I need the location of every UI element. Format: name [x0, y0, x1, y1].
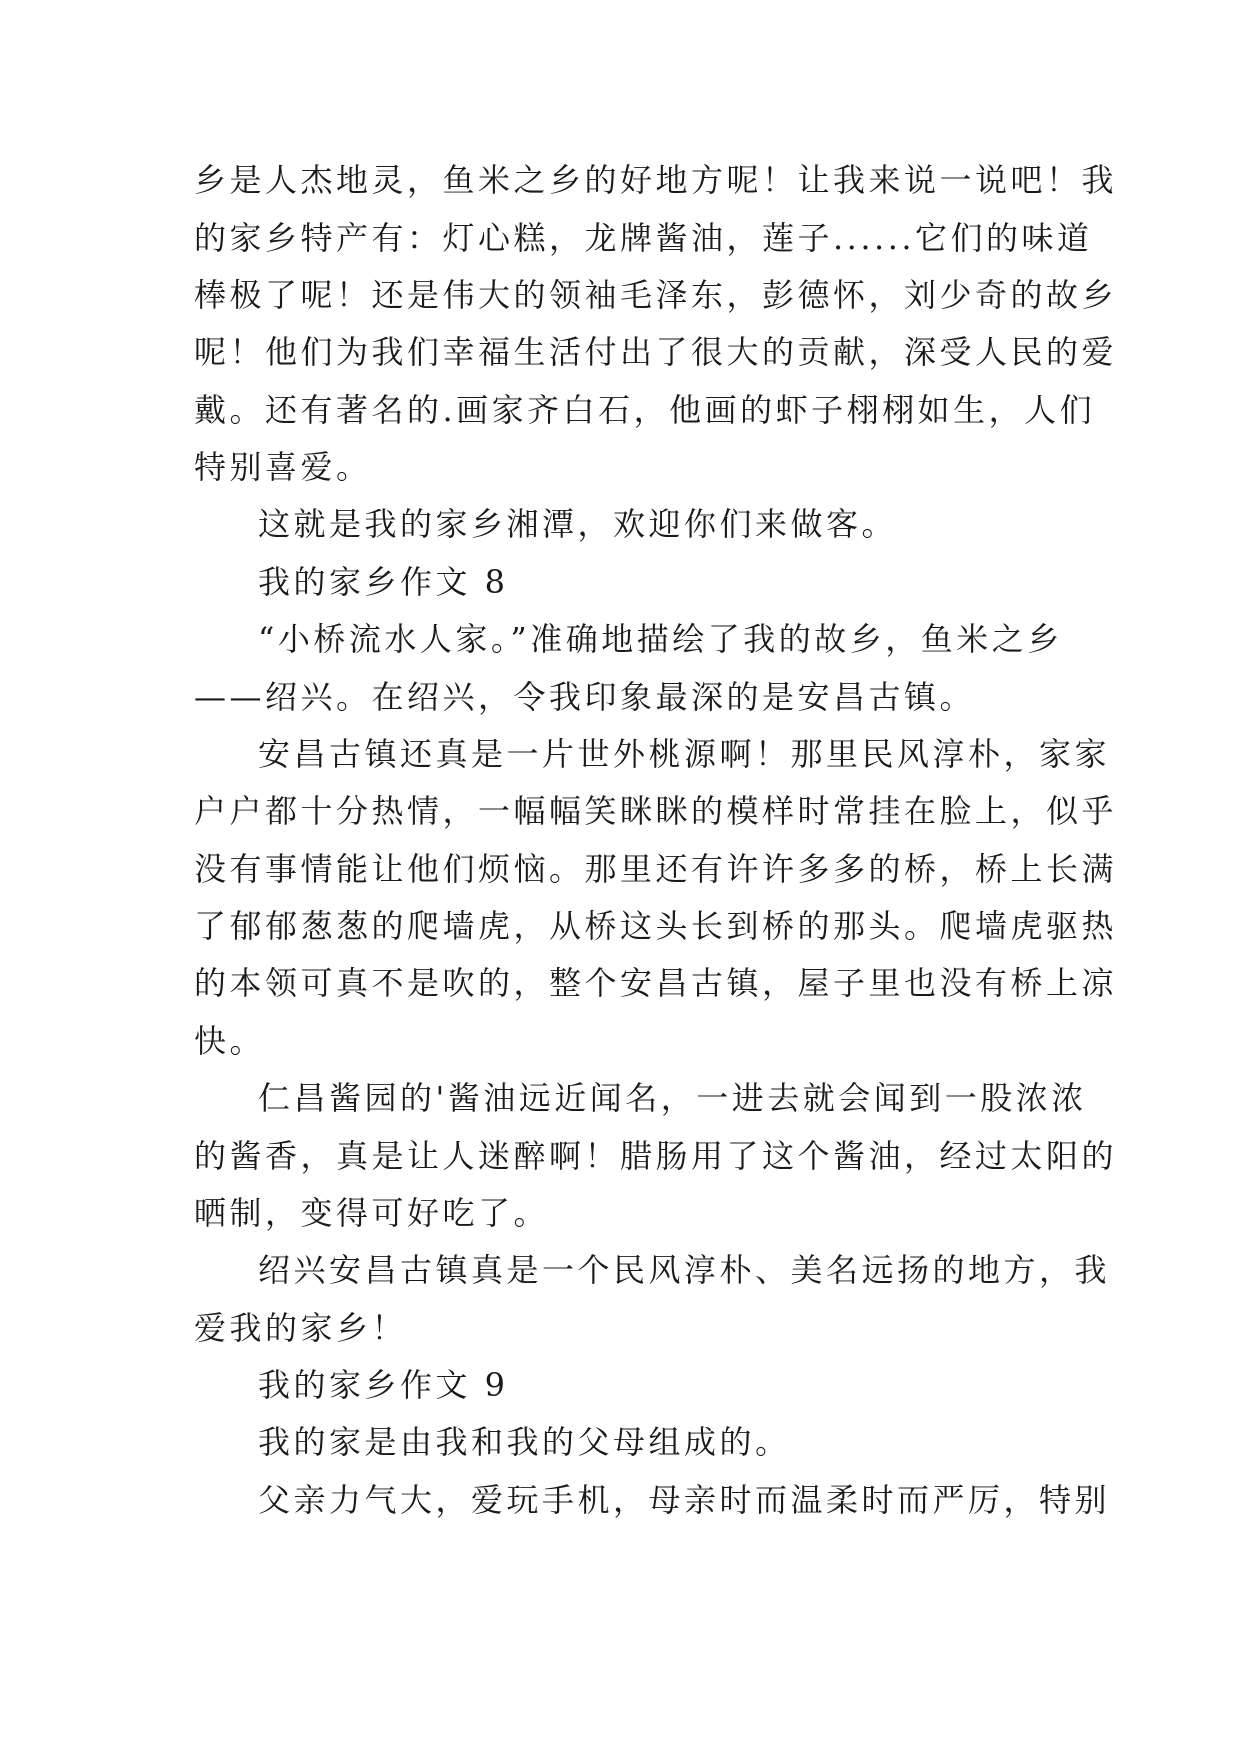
paragraph-line: 安昌古镇还真是一片世外桃源啊！那里民风淳朴，家家 [258, 735, 1111, 773]
paragraph-line: 戴。还有著名的.画家齐白石，他画的虾子栩栩如生，人们 [194, 391, 1096, 429]
paragraph-line: 乡是人杰地灵，鱼米之乡的好地方呢！让我来说一说吧！我 [194, 161, 1118, 199]
paragraph-line: 爱我的家乡！ [194, 1309, 408, 1347]
paragraph-line: 仁昌酱园的'酱油远近闻名，一进去就会闻到一股浓浓 [258, 1079, 1087, 1117]
paragraph-line: 快。 [194, 1022, 266, 1060]
section-heading: 我的家乡作文 9 [258, 1366, 509, 1404]
paragraph-line: 绍兴安昌古镇真是一个民风淳朴、美名远扬的地方，我 [258, 1251, 1111, 1289]
paragraph-line: 户户都十分热情，一幅幅笑眯眯的模样时常挂在脸上，似乎 [194, 792, 1118, 830]
paragraph-line: ——绍兴。在绍兴，令我印象最深的是安昌古镇。 [194, 678, 976, 716]
paragraph-line: “小桥流水人家。”准确地描绘了我的故乡，鱼米之乡 [258, 620, 1063, 658]
paragraph-line: 这就是我的家乡湘潭，欢迎你们来做客。 [258, 505, 898, 543]
paragraph-line: 的本领可真不是吹的，整个安昌古镇，屋子里也没有桥上凉 [194, 964, 1118, 1002]
paragraph-line: 呢！他们为我们幸福生活付出了很大的贡献，深受人民的爱 [194, 333, 1118, 371]
paragraph-line: 晒制，变得可好吃了。 [194, 1194, 550, 1232]
paragraph-line: 的酱香，真是让人迷醉啊！腊肠用了这个酱油，经过太阳的 [194, 1137, 1118, 1175]
paragraph-line: 的家乡特产有：灯心糕，龙牌酱油，莲子......它们的味道 [194, 219, 1093, 257]
paragraph-line: 棒极了呢！还是伟大的领袖毛泽东，彭德怀，刘少奇的故乡 [194, 276, 1118, 314]
section-heading: 我的家乡作文 8 [258, 563, 509, 601]
paragraph-line: 了郁郁葱葱的爬墙虎，从桥这头长到桥的那头。爬墙虎驱热 [194, 907, 1118, 945]
paragraph-line: 父亲力气大，爱玩手机，母亲时而温柔时而严厉，特别 [258, 1481, 1111, 1519]
paragraph-line: 特别喜爱。 [194, 448, 372, 486]
paragraph-line: 我的家是由我和我的父母组成的。 [258, 1423, 791, 1461]
paragraph-line: 没有事情能让他们烦恼。那里还有许许多多的桥，桥上长满 [194, 850, 1118, 888]
